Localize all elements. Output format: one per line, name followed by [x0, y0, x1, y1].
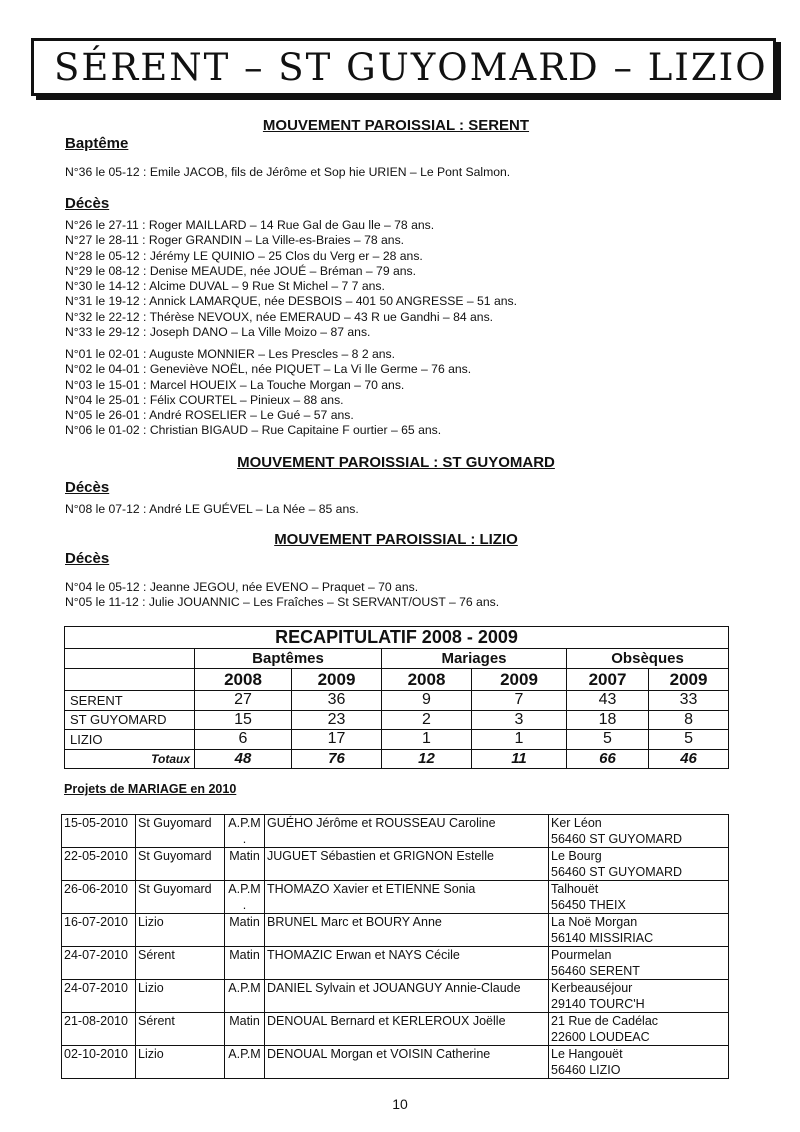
wedding-address-text: La Noë Morgan	[551, 915, 638, 929]
table-row	[65, 691, 729, 711]
table-cell: 1	[472, 730, 567, 750]
list-item: N°04 le 05-12 : Jeanne JEGOU, née EVENO – Praquet – 70 ans.	[65, 580, 419, 594]
list-item: N°05 le 11-12 : Julie JOUANNIC – Les Fraîches – St SERVANT/OUST – 76 ans.	[65, 595, 500, 610]
wedding-moment	[225, 815, 265, 848]
recap-corner	[65, 669, 195, 691]
wedding-place-text: Sérent	[138, 948, 175, 962]
wedding-address	[549, 980, 729, 1013]
list-item: N°32 le 22-12 : Thérèse NEVOUX, née EMERAUD – 43 R ue Gandhi – 84 ans.	[65, 309, 494, 324]
wedding-address	[549, 815, 729, 848]
row-label: LIZIO	[65, 730, 195, 750]
wedding-moment-text: .	[242, 831, 247, 846]
list-item: N°05 le 26-01 : André ROSELIER – Le Gué – 57 ans.	[65, 408, 354, 423]
wedding-address-text: 22600 LOUDEAC	[551, 1029, 650, 1044]
wedding-date	[62, 947, 136, 980]
wedding-moment-text: A.P.M	[228, 816, 261, 830]
wedding-moment-text: .	[242, 897, 247, 912]
wedding-date	[62, 980, 136, 1013]
table-cell: 8	[649, 710, 729, 730]
wedding-address	[549, 881, 729, 914]
wedding-moment	[225, 848, 265, 881]
wedding-address-text: Pourmelan	[551, 948, 612, 962]
table-cell: 1	[382, 730, 472, 750]
wedding-address-text: Talhouët	[551, 882, 599, 896]
recap-year: 2008	[382, 669, 472, 691]
table-cell: 2	[382, 710, 472, 730]
table-cell: 5	[567, 730, 649, 750]
serent-bapteme-heading: Baptême	[65, 135, 129, 152]
wedding-couple-text: THOMAZO Xavier et ETIENNE Sonia	[267, 882, 476, 896]
wedding-moment	[225, 1013, 265, 1046]
table-row	[65, 730, 729, 750]
table-row	[65, 710, 729, 730]
table-cell: 12	[382, 749, 472, 769]
totals-row	[65, 749, 729, 769]
recap-table	[64, 626, 729, 769]
table-cell: 23	[292, 710, 382, 730]
wedding-address-text: 29140 TOURC'H	[551, 996, 645, 1011]
table-cell: 66	[567, 749, 649, 769]
wedding-date-text: 24-07-2010	[64, 948, 128, 962]
list-item: N°33 le 29-12 : Joseph DANO – La Ville Moizo – 87 ans.	[65, 325, 371, 340]
table-cell: 46	[649, 749, 729, 769]
table-cell: 27	[195, 691, 292, 711]
recap-year: 2008	[195, 669, 292, 691]
table-cell: 3	[472, 710, 567, 730]
table-cell: 43	[567, 691, 649, 711]
table-cell: 7	[472, 691, 567, 711]
table-row	[62, 947, 729, 980]
wedding-place-text: St Guyomard	[138, 816, 212, 830]
list-item: N°26 le 27-11 : Roger MAILLARD – 14 Rue Gal de Gau lle – 78 ans.	[65, 218, 435, 232]
list-item: N°06 le 01-02 : Christian BIGAUD – Rue Capitaine F ourtier – 65 ans.	[65, 423, 442, 438]
wedding-moment	[225, 914, 265, 947]
list-item: N°02 le 04-01 : Geneviève NOËL, née PIQUET – La Vi lle Germe – 76 ans.	[65, 362, 472, 377]
recap-year: 2007	[567, 669, 649, 691]
wedding-place	[136, 848, 225, 881]
table-cell: 9	[382, 691, 472, 711]
wedding-address-text: Le Hangouët	[551, 1047, 623, 1061]
guyomard-deces-heading: Décès	[65, 479, 110, 496]
wedding-address-text: 56460 ST GUYOMARD	[551, 864, 683, 879]
list-item: N°03 le 15-01 : Marcel HOUEIX – La Touche Morgan – 70 ans.	[65, 377, 405, 392]
table-row	[62, 1046, 729, 1079]
wedding-date	[62, 815, 136, 848]
wedding-date-text: 26-06-2010	[64, 882, 128, 896]
table-row	[62, 881, 729, 914]
wedding-couple-text: GUÉHO Jérôme et ROUSSEAU Caroline	[267, 816, 496, 830]
list-item: N°31 le 19-12 : Annick LAMARQUE, née DESBOIS – 401 50 ANGRESSE – 51 ans.	[65, 294, 517, 309]
serent-deces-heading: Décès	[65, 195, 110, 212]
wedding-moment-text: Matin	[229, 915, 260, 929]
wedding-address	[549, 914, 729, 947]
recap-group-baptemes: Baptêmes	[195, 649, 382, 669]
wedding-place-text: St Guyomard	[138, 849, 212, 863]
table-cell: 5	[649, 730, 729, 750]
wedding-date-text: 24-07-2010	[64, 981, 128, 995]
table-row	[62, 914, 729, 947]
wedding-place-text: Lizio	[138, 981, 164, 995]
wedding-place	[136, 947, 225, 980]
wedding-moment-text: A.P.M	[228, 882, 261, 896]
wedding-place	[136, 881, 225, 914]
wedding-couple-text: JUGUET Sébastien et GRIGNON Estelle	[267, 849, 494, 863]
wedding-couple	[265, 1046, 549, 1079]
wedding-place	[136, 1046, 225, 1079]
table-cell: 15	[195, 710, 292, 730]
wedding-date	[62, 914, 136, 947]
table-row	[62, 980, 729, 1013]
wedding-address	[549, 947, 729, 980]
wedding-moment-text: Matin	[229, 948, 260, 962]
table-row	[62, 815, 729, 848]
wedding-moment	[225, 980, 265, 1013]
wedding-couple-text: DANIEL Sylvain et JOUANGUY Annie-Claude	[267, 981, 521, 995]
guyomard-deces-list	[65, 502, 359, 517]
wedding-place-text: Sérent	[138, 1014, 175, 1028]
wedding-couple-text: DENOUAL Morgan et VOISIN Catherine	[267, 1047, 491, 1061]
serent-section-title: MOUVEMENT PAROISSIAL : SERENT	[262, 117, 530, 134]
wedding-couple	[265, 947, 549, 980]
recap-group-obseques: Obsèques	[567, 649, 729, 669]
wedding-address-text: Kerbeauséjour	[551, 981, 633, 995]
table-row	[62, 848, 729, 881]
wedding-place	[136, 980, 225, 1013]
recap-year: 2009	[292, 669, 382, 691]
wedding-moment-text: A.P.M	[228, 1047, 261, 1061]
wedding-place	[136, 1013, 225, 1046]
wedding-address-text: 56460 ST GUYOMARD	[551, 831, 683, 846]
row-label: SERENT	[65, 691, 195, 711]
wedding-address-text: 56460 SERENT	[551, 963, 640, 978]
table-cell: 11	[472, 749, 567, 769]
wedding-date-text: 02-10-2010	[64, 1047, 128, 1061]
wedding-address-text: Ker Léon	[551, 816, 602, 830]
serent-deces-2009-list	[65, 347, 471, 439]
page-banner	[31, 38, 776, 96]
wedding-address-text: 56460 LIZIO	[551, 1062, 621, 1077]
wedding-date	[62, 1046, 136, 1079]
wedding-date	[62, 881, 136, 914]
recap-title: RECAPITULATIF 2008 - 2009	[65, 627, 729, 649]
wedding-couple	[265, 848, 549, 881]
wedding-couple	[265, 881, 549, 914]
wedding-moment-text: Matin	[229, 1014, 260, 1028]
wedding-date-text: 16-07-2010	[64, 915, 128, 929]
wedding-address-text: 56450 THEIX	[551, 897, 626, 912]
wedding-moment	[225, 1046, 265, 1079]
table-cell: 17	[292, 730, 382, 750]
wedding-moment	[225, 881, 265, 914]
list-item: N°08 le 07-12 : André LE GUÉVEL – La Née – 85 ans.	[65, 502, 359, 516]
page-number: 10	[392, 1096, 408, 1112]
wedding-couple	[265, 980, 549, 1013]
lizio-deces-list	[65, 580, 499, 611]
wedding-date	[62, 848, 136, 881]
recap-corner	[65, 649, 195, 669]
guyomard-section-title: MOUVEMENT PAROISSIAL : ST GUYOMARD	[237, 454, 555, 471]
list-item: N°28 le 05-12 : Jérémy LE QUINIO – 25 Clos du Verg er – 28 ans.	[65, 248, 423, 263]
table-cell: 33	[649, 691, 729, 711]
list-item: N°01 le 02-01 : Auguste MONNIER – Les Prescles – 8 2 ans.	[65, 347, 396, 361]
wedding-date-text: 21-08-2010	[64, 1014, 128, 1028]
projets-title: Projets de MARIAGE en 2010	[64, 782, 237, 796]
wedding-address	[549, 848, 729, 881]
table-cell: 36	[292, 691, 382, 711]
recap-year: 2009	[472, 669, 567, 691]
lizio-deces-heading: Décès	[65, 550, 110, 567]
wedding-couple	[265, 815, 549, 848]
wedding-place-text: Lizio	[138, 915, 164, 929]
table-cell: 48	[195, 749, 292, 769]
serent-deces-2008-list	[65, 218, 517, 340]
page-title: SÉRENT – ST GUYOMARD – LIZIO	[54, 45, 768, 89]
list-item: N°30 le 14-12 : Alcime DUVAL – 9 Rue St Michel – 7 7 ans.	[65, 279, 385, 294]
wedding-projects-table	[61, 814, 729, 1079]
wedding-address	[549, 1013, 729, 1046]
wedding-couple-text: DENOUAL Bernard et KERLEROUX Joëlle	[267, 1014, 506, 1028]
list-item: N°29 le 08-12 : Denise MEAUDE, née JOUÉ – Bréman – 79 ans.	[65, 263, 417, 278]
list-item: N°36 le 05-12 : Emile JACOB, fils de Jérôme et Sop hie URIEN – Le Pont Salmon.	[65, 165, 511, 179]
serent-baptemes-list	[65, 165, 510, 180]
wedding-date-text: 15-05-2010	[64, 816, 128, 830]
table-cell: 18	[567, 710, 649, 730]
wedding-address	[549, 1046, 729, 1079]
wedding-couple-text: THOMAZIC Erwan et NAYS Cécile	[267, 948, 460, 962]
wedding-address-text: 21 Rue de Cadélac	[551, 1014, 659, 1028]
wedding-moment	[225, 947, 265, 980]
wedding-address-text: Le Bourg	[551, 849, 602, 863]
wedding-moment-text: A.P.M	[228, 981, 261, 995]
table-row	[62, 1013, 729, 1046]
wedding-couple-text: BRUNEL Marc et BOURY Anne	[267, 915, 442, 929]
recap-year: 2009	[649, 669, 729, 691]
wedding-place-text: Lizio	[138, 1047, 164, 1061]
recap-group-mariages: Mariages	[382, 649, 567, 669]
wedding-couple	[265, 914, 549, 947]
list-item: N°04 le 25-01 : Félix COURTEL – Pinieux – 88 ans.	[65, 392, 344, 407]
lizio-section-title: MOUVEMENT PAROISSIAL : LIZIO	[274, 531, 518, 548]
wedding-address-text: 56140 MISSIRIAC	[551, 930, 654, 945]
wedding-date-text: 22-05-2010	[64, 849, 128, 863]
list-item: N°27 le 28-11 : Roger GRANDIN – La Ville-es-Braies – 78 ans.	[65, 233, 405, 248]
table-cell: 76	[292, 749, 382, 769]
wedding-place-text: St Guyomard	[138, 882, 212, 896]
wedding-date	[62, 1013, 136, 1046]
row-label: ST GUYOMARD	[65, 710, 195, 730]
wedding-couple	[265, 1013, 549, 1046]
wedding-place	[136, 815, 225, 848]
wedding-moment-text: Matin	[229, 849, 260, 863]
table-cell: 6	[195, 730, 292, 750]
totals-label: Totaux	[65, 749, 195, 769]
wedding-place	[136, 914, 225, 947]
